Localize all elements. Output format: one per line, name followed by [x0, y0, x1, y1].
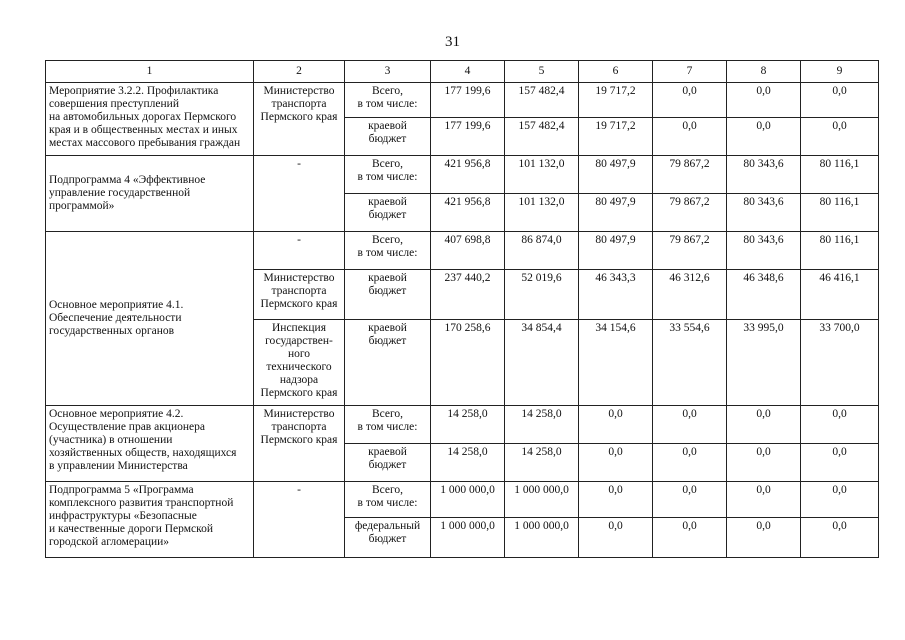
header-row — [46, 61, 879, 83]
funding-source-cell: краевой бюджет — [345, 194, 431, 232]
header-cell: 4 — [431, 61, 505, 83]
value-cell: 80 497,9 — [579, 232, 653, 270]
value-cell: 14 258,0 — [505, 444, 579, 482]
funding-source-cell: краевой бюджет — [345, 444, 431, 482]
value-cell: 0,0 — [727, 406, 801, 444]
header-cell: 9 — [801, 61, 879, 83]
value-cell: 0,0 — [579, 444, 653, 482]
value-cell: 80 343,6 — [727, 194, 801, 232]
value-cell: 46 348,6 — [727, 270, 801, 320]
value-cell: 46 312,6 — [653, 270, 727, 320]
value-cell: 101 132,0 — [505, 194, 579, 232]
page-number: 31 — [445, 34, 460, 50]
value-cell: 177 199,6 — [431, 83, 505, 118]
responsible-cell: - — [254, 482, 345, 558]
value-cell: 79 867,2 — [653, 232, 727, 270]
program-name-cell: Подпрограмма 4 «Эффективное управление государственной программой» — [46, 156, 254, 232]
value-cell: 0,0 — [653, 83, 727, 118]
value-cell: 33 554,6 — [653, 320, 727, 406]
program-name-cell: Основное мероприятие 4.2. Осуществление прав акционера (участника) в отношении хозяйственных обществ, находящихся в управлении Министерства — [46, 406, 254, 482]
value-cell: 0,0 — [801, 83, 879, 118]
program-name-cell: Подпрограмма 5 «Программа комплексного развития транспортной инфраструктуры «Безопасные и качественные дороги Пермской городской агломерации» — [46, 482, 254, 558]
funding-source-cell: Всего, в том числе: — [345, 83, 431, 118]
value-cell: 86 874,0 — [505, 232, 579, 270]
value-cell: 80 116,1 — [801, 194, 879, 232]
value-cell: 0,0 — [727, 482, 801, 518]
value-cell: 34 154,6 — [579, 320, 653, 406]
value-cell: 0,0 — [801, 482, 879, 518]
value-cell: 0,0 — [653, 444, 727, 482]
value-cell: 80 116,1 — [801, 156, 879, 194]
value-cell: 0,0 — [801, 118, 879, 156]
funding-source-cell: Всего, в том числе: — [345, 156, 431, 194]
value-cell: 0,0 — [727, 83, 801, 118]
value-cell: 0,0 — [801, 444, 879, 482]
funding-source-cell: Всего, в том числе: — [345, 406, 431, 444]
value-cell: 0,0 — [727, 118, 801, 156]
value-cell: 0,0 — [801, 518, 879, 558]
funding-source-cell: краевой бюджет — [345, 118, 431, 156]
value-cell: 0,0 — [727, 444, 801, 482]
value-cell: 14 258,0 — [505, 406, 579, 444]
value-cell: 0,0 — [801, 406, 879, 444]
value-cell: 0,0 — [653, 482, 727, 518]
value-cell: 80 497,9 — [579, 156, 653, 194]
value-cell: 14 258,0 — [431, 406, 505, 444]
value-cell: 1 000 000,0 — [431, 518, 505, 558]
value-cell: 46 343,3 — [579, 270, 653, 320]
value-cell: 19 717,2 — [579, 83, 653, 118]
value-cell: 14 258,0 — [431, 444, 505, 482]
table-row — [46, 482, 879, 518]
table-row — [46, 83, 879, 118]
value-cell: 1 000 000,0 — [505, 482, 579, 518]
responsible-cell: Министерство транспорта Пермского края — [254, 406, 345, 482]
responsible-cell: Министерство транспорта Пермского края — [254, 270, 345, 320]
value-cell: 80 497,9 — [579, 194, 653, 232]
value-cell: 0,0 — [653, 518, 727, 558]
value-cell: 0,0 — [653, 118, 727, 156]
value-cell: 79 867,2 — [653, 194, 727, 232]
header-cell: 7 — [653, 61, 727, 83]
value-cell: 0,0 — [727, 518, 801, 558]
value-cell: 80 116,1 — [801, 232, 879, 270]
value-cell: 421 956,8 — [431, 194, 505, 232]
responsible-cell: Инспекция государствен- ного технического надзора Пермского края — [254, 320, 345, 406]
program-name-cell: Основное мероприятие 4.1. Обеспечение деятельности государственных органов — [46, 232, 254, 406]
table-row — [46, 406, 879, 444]
value-cell: 79 867,2 — [653, 156, 727, 194]
header-cell: 3 — [345, 61, 431, 83]
value-cell: 0,0 — [579, 406, 653, 444]
header-cell: 8 — [727, 61, 801, 83]
value-cell: 157 482,4 — [505, 83, 579, 118]
value-cell: 421 956,8 — [431, 156, 505, 194]
funding-source-cell: Всего, в том числе: — [345, 482, 431, 518]
table-row — [46, 156, 879, 194]
value-cell: 33 995,0 — [727, 320, 801, 406]
funding-source-cell: краевой бюджет — [345, 270, 431, 320]
responsible-cell: Министерство транспорта Пермского края — [254, 83, 345, 156]
funding-source-cell: федеральный бюджет — [345, 518, 431, 558]
program-name-cell: Мероприятие 3.2.2. Профилактика совершения преступлений на автомобильных дорогах Пермского края и в общественных местах и иных местах массового пребывания граждан — [46, 83, 254, 156]
value-cell: 237 440,2 — [431, 270, 505, 320]
value-cell: 177 199,6 — [431, 118, 505, 156]
value-cell: 1 000 000,0 — [505, 518, 579, 558]
value-cell: 1 000 000,0 — [431, 482, 505, 518]
responsible-cell: - — [254, 156, 345, 232]
value-cell: 34 854,4 — [505, 320, 579, 406]
value-cell: 80 343,6 — [727, 156, 801, 194]
funding-source-cell: краевой бюджет — [345, 320, 431, 406]
responsible-cell: - — [254, 232, 345, 270]
value-cell: 52 019,6 — [505, 270, 579, 320]
value-cell: 0,0 — [579, 518, 653, 558]
value-cell: 0,0 — [653, 406, 727, 444]
header-cell: 6 — [579, 61, 653, 83]
value-cell: 101 132,0 — [505, 156, 579, 194]
value-cell: 157 482,4 — [505, 118, 579, 156]
value-cell: 0,0 — [579, 482, 653, 518]
table-row — [46, 232, 879, 270]
value-cell: 170 258,6 — [431, 320, 505, 406]
value-cell: 19 717,2 — [579, 118, 653, 156]
value-cell: 407 698,8 — [431, 232, 505, 270]
funding-source-cell: Всего, в том числе: — [345, 232, 431, 270]
header-cell: 1 — [46, 61, 254, 83]
budget-table — [45, 60, 879, 558]
value-cell: 46 416,1 — [801, 270, 879, 320]
value-cell: 80 343,6 — [727, 232, 801, 270]
value-cell: 33 700,0 — [801, 320, 879, 406]
header-cell: 2 — [254, 61, 345, 83]
header-cell: 5 — [505, 61, 579, 83]
